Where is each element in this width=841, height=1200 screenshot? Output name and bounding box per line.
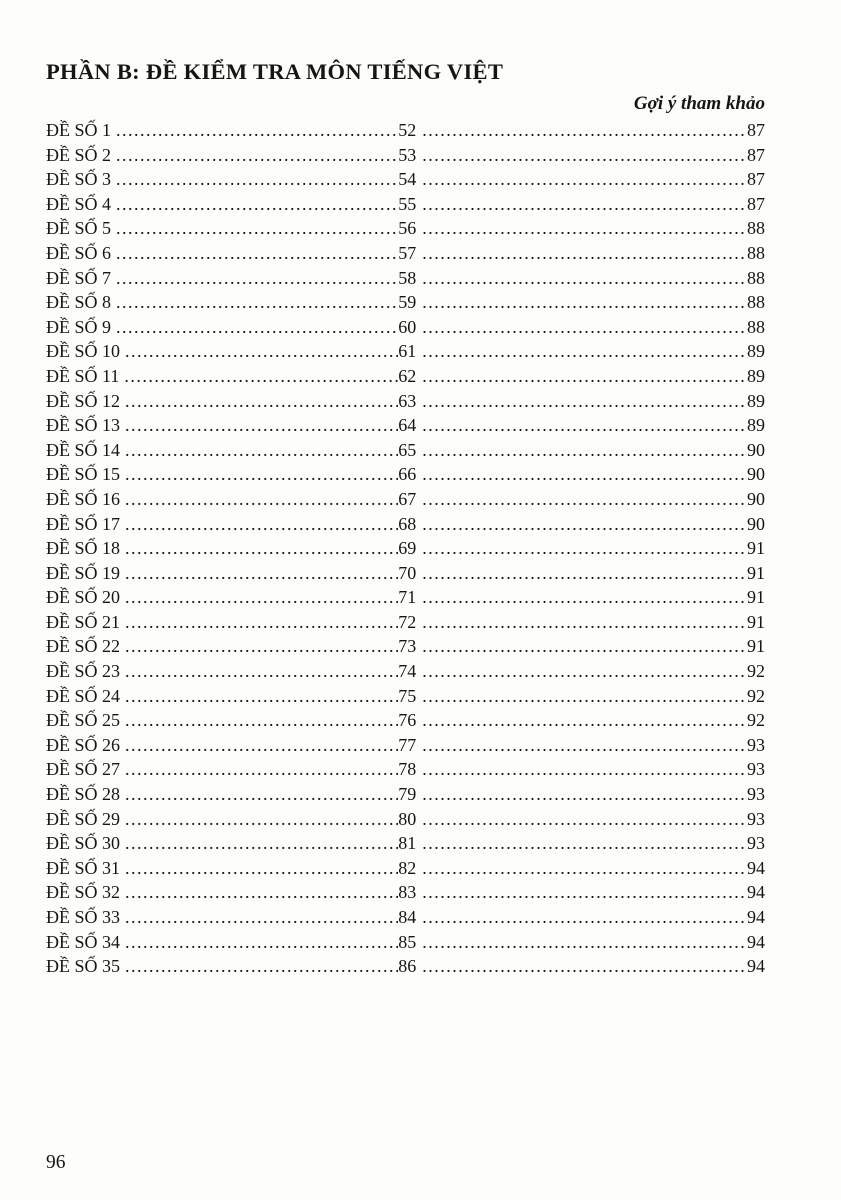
leader-dots [422,807,747,832]
toc-entry-page: 63 [398,390,417,411]
toc-entry-label: ĐỀ SỐ 27 [46,759,121,780]
toc-entry-ref-page: 94 [747,882,765,903]
leader-dots [422,512,747,537]
toc-row-left-segment [46,585,398,610]
toc-entry-ref-page: 88 [747,316,765,337]
toc-row [46,708,765,733]
toc-entry-label: ĐỀ SỐ 17 [46,513,121,534]
toc-row [46,339,765,364]
toc-entry-label: ĐỀ SỐ 6 [46,242,112,263]
toc-row [46,413,765,438]
toc-row [46,782,765,807]
leader-dots [125,389,398,414]
toc-entry-label: ĐỀ SỐ 2 [46,144,112,165]
toc-entry-label: ĐỀ SỐ 12 [46,390,121,411]
toc-entry-page: 79 [398,784,417,805]
toc-entry-page: 60 [398,316,417,337]
toc-entry-ref-page: 87 [747,169,765,190]
toc-row [46,512,765,537]
toc-entry-ref-page: 91 [747,611,765,632]
leader-dots [116,266,398,291]
toc-entry-ref-page: 93 [747,759,765,780]
leader-dots [422,954,747,979]
toc-entry-page: 65 [398,439,417,460]
toc-row [46,856,765,881]
toc-row [46,733,765,758]
leader-dots [125,339,398,364]
toc-entry-page: 66 [398,464,417,485]
toc-row-left-segment [46,733,398,758]
toc-entry-ref-page: 91 [747,636,765,657]
leader-dots [125,708,398,733]
leader-dots [422,438,747,463]
toc-row [46,831,765,856]
leader-dots [422,659,747,684]
leader-dots [116,315,398,340]
toc-row [46,241,765,266]
toc-row [46,536,765,561]
leader-dots [116,167,398,192]
toc-entry-page: 81 [398,833,417,854]
toc-entry-ref-page: 87 [747,144,765,165]
toc-entry-ref-page: 88 [747,267,765,288]
toc-entry-ref-page: 93 [747,734,765,755]
leader-dots [125,757,398,782]
toc-entry-label: ĐỀ SỐ 35 [46,956,121,977]
toc-entry-ref-page: 91 [747,562,765,583]
toc-entry-page: 83 [398,882,417,903]
toc-entry-label: ĐỀ SỐ 13 [46,415,121,436]
leader-dots [422,930,747,955]
leader-dots [422,413,747,438]
toc-row-left-segment [46,856,398,881]
toc-row-left-segment [46,831,398,856]
toc-entry-label: ĐỀ SỐ 20 [46,587,121,608]
toc-entry-ref-page: 89 [747,415,765,436]
toc-entry-label: ĐỀ SỐ 32 [46,882,121,903]
leader-dots [422,856,747,881]
toc-entry-ref-page: 93 [747,808,765,829]
leader-dots [422,364,747,389]
toc-row-left-segment [46,216,398,241]
toc-entry-label: ĐỀ SỐ 25 [46,710,121,731]
toc-entry-ref-page: 92 [747,661,765,682]
toc-entry-page: 84 [398,907,417,927]
leader-dots [125,954,398,979]
toc-entry-ref-page: 88 [747,218,765,239]
toc-entry-page: 82 [398,857,417,878]
leader-dots [125,610,398,635]
toc-entry-label: ĐỀ SỐ 7 [46,267,112,288]
leader-dots [125,733,398,758]
toc-row-left-segment [46,143,398,168]
toc-entry-label: ĐỀ SỐ 18 [46,538,121,559]
leader-dots [125,512,398,537]
toc-row [46,905,765,930]
toc-entry-page: 68 [398,513,417,534]
leader-dots [125,487,398,512]
toc-entry-page: 53 [398,144,417,165]
leader-dots [422,339,747,364]
toc-entry-ref-page: 92 [747,685,765,706]
leader-dots [125,634,398,659]
toc-entry-label: ĐỀ SỐ 11 [46,365,120,386]
leader-dots [124,364,398,389]
toc-row-left-segment [46,413,398,438]
toc-row [46,389,765,414]
toc-row [46,585,765,610]
leader-dots [422,757,747,782]
toc-entry-label: ĐỀ SỐ 21 [46,611,121,632]
toc-row [46,807,765,832]
leader-dots [422,167,747,192]
toc-entry-label: ĐỀ SỐ 28 [46,784,121,805]
toc-row-left-segment [46,487,398,512]
toc-row-left-segment [46,364,398,389]
toc-row-left-segment [46,954,398,979]
toc-row-left-segment [46,905,398,930]
toc-entry-ref-page: 91 [747,587,765,608]
toc-row-left-segment [46,757,398,782]
toc-entry-page: 70 [398,562,417,583]
leader-dots [116,118,398,143]
toc-row-left-segment [46,339,398,364]
toc-row-left-segment [46,610,398,635]
toc-row-left-segment [46,266,398,291]
toc-row-left-segment [46,290,398,315]
toc-entry-page: 67 [398,488,417,509]
toc-entry-label: ĐỀ SỐ 3 [46,169,112,190]
toc-row-left-segment [46,438,398,463]
toc-entry-page: 52 [398,120,417,140]
toc-row [46,954,765,979]
leader-dots [422,782,747,807]
toc-entry-ref-page: 94 [747,857,765,878]
leader-dots [422,880,747,905]
leader-dots [422,634,747,659]
toc-entry-ref-page: 89 [747,390,765,411]
toc-entry-label: ĐỀ SỐ 24 [46,685,121,706]
toc-row-left-segment [46,241,398,266]
toc-entry-ref-page: 88 [747,292,765,313]
toc-entry-label: ĐỀ SỐ 8 [46,292,112,313]
leader-dots [422,192,747,217]
toc-entry-page: 85 [398,931,417,952]
leader-dots [125,536,398,561]
leader-dots [422,118,747,143]
page-number-footer: 96 [46,1152,66,1173]
leader-dots [125,880,398,905]
leader-dots [125,684,398,709]
leader-dots [125,585,398,610]
toc-row [46,290,765,315]
toc-row [46,659,765,684]
leader-dots [422,266,747,291]
leader-dots [422,708,747,733]
toc-row-left-segment [46,462,398,487]
toc-entry-ref-page: 90 [747,488,765,509]
toc-entry-label: ĐỀ SỐ 26 [46,734,121,755]
toc-entry-label: ĐỀ SỐ 33 [46,907,121,927]
toc-row-left-segment [46,192,398,217]
toc-entry-page: 71 [398,587,417,608]
toc-entry-label: ĐỀ SỐ 5 [46,218,112,239]
toc-entry-ref-page: 87 [747,120,765,140]
toc-entry-page: 58 [398,267,417,288]
toc-entry-ref-page: 89 [747,365,765,386]
toc-row [46,930,765,955]
leader-dots [116,143,398,168]
leader-dots [422,462,747,487]
leader-dots [125,659,398,684]
toc-entry-page: 69 [398,538,417,559]
toc-entry-page: 75 [398,685,417,706]
leader-dots [422,487,747,512]
leader-dots [116,290,398,315]
leader-dots [116,192,398,217]
toc-entry-label: ĐỀ SỐ 15 [46,464,121,485]
leader-dots [125,438,398,463]
toc-entry-page: 56 [398,218,417,239]
toc-entry-page: 61 [398,341,417,362]
toc-row [46,561,765,586]
toc-entry-ref-page: 93 [747,833,765,854]
toc-entry-page: 72 [398,611,417,632]
toc-row [46,167,765,192]
toc-entry-ref-page: 94 [747,931,765,952]
toc-entry-page: 73 [398,636,417,657]
toc-row-left-segment [46,684,398,709]
toc-entry-ref-page: 93 [747,784,765,805]
toc-entry-label: ĐỀ SỐ 30 [46,833,121,854]
leader-dots [125,856,398,881]
toc-entry-page: 59 [398,292,417,313]
toc-entry-label: ĐỀ SỐ 10 [46,341,121,362]
toc-row-left-segment [46,930,398,955]
leader-dots [422,905,747,930]
leader-dots [125,930,398,955]
leader-dots [422,536,747,561]
toc-row [46,438,765,463]
toc-entry-ref-page: 87 [747,193,765,214]
toc-entry-label: ĐỀ SỐ 23 [46,661,121,682]
toc-row-left-segment [46,807,398,832]
toc-row [46,216,765,241]
toc-row-left-segment [46,880,398,905]
toc-row-left-segment [46,118,398,143]
leader-dots [125,831,398,856]
toc-entry-page: 86 [398,956,417,977]
leader-dots [422,684,747,709]
toc-row-left-segment [46,561,398,586]
toc-row-left-segment [46,708,398,733]
leader-dots [422,143,747,168]
toc-row-left-segment [46,782,398,807]
leader-dots [422,315,747,340]
toc-row-left-segment [46,389,398,414]
toc-row [46,634,765,659]
toc-row [46,757,765,782]
toc-list [46,118,765,979]
toc-row [46,118,765,143]
toc-entry-page: 54 [398,169,417,190]
leader-dots [116,216,398,241]
toc-row-left-segment [46,634,398,659]
leader-dots [422,585,747,610]
toc-entry-label: ĐỀ SỐ 9 [46,316,112,337]
toc-entry-label: ĐỀ SỐ 19 [46,562,121,583]
toc-entry-label: ĐỀ SỐ 34 [46,931,121,952]
toc-entry-page: 76 [398,710,417,731]
leader-dots [422,389,747,414]
leader-dots [422,241,747,266]
toc-entry-label: ĐỀ SỐ 4 [46,193,112,214]
leader-dots [125,462,398,487]
toc-row [46,364,765,389]
toc-entry-ref-page: 90 [747,439,765,460]
toc-entry-label: ĐỀ SỐ 31 [46,857,121,878]
toc-entry-ref-page: 94 [747,956,765,977]
toc-entry-label: ĐỀ SỐ 29 [46,808,121,829]
toc-entry-page: 80 [398,808,417,829]
toc-row [46,880,765,905]
toc-row [46,684,765,709]
toc-row [46,487,765,512]
toc-row-left-segment [46,167,398,192]
leader-dots [125,807,398,832]
leader-dots [116,241,398,266]
toc-entry-ref-page: 91 [747,538,765,559]
leader-dots [422,216,747,241]
toc-row-left-segment [46,659,398,684]
toc-row [46,143,765,168]
leader-dots [125,782,398,807]
leader-dots [422,831,747,856]
reference-column-note: Gợi ý tham khảo [633,93,765,114]
leader-dots [125,561,398,586]
leader-dots [422,290,747,315]
toc-entry-label: ĐỀ SỐ 14 [46,439,121,460]
toc-entry-page: 77 [398,734,417,755]
leader-dots [422,561,747,586]
leader-dots [422,733,747,758]
toc-entry-page: 55 [398,193,417,214]
toc-entry-label: ĐỀ SỐ 1 [46,120,112,140]
toc-row [46,315,765,340]
toc-row [46,266,765,291]
toc-entry-page: 64 [398,415,417,436]
toc-entry-page: 62 [398,365,417,386]
toc-entry-ref-page: 92 [747,710,765,731]
toc-row [46,462,765,487]
toc-entry-page: 74 [398,661,417,682]
toc-entry-ref-page: 90 [747,513,765,534]
toc-entry-page: 78 [398,759,417,780]
toc-entry-ref-page: 89 [747,341,765,362]
toc-entry-ref-page: 94 [747,907,765,927]
leader-dots [125,413,398,438]
toc-entry-label: ĐỀ SỐ 22 [46,636,121,657]
toc-entry-page: 57 [398,242,417,263]
toc-row [46,610,765,635]
toc-row [46,192,765,217]
leader-dots [125,905,398,930]
toc-row-left-segment [46,536,398,561]
toc-entry-ref-page: 90 [747,464,765,485]
toc-entry-label: ĐỀ SỐ 16 [46,488,121,509]
leader-dots [422,610,747,635]
section-heading: PHẦN B: ĐỀ KIỂM TRA MÔN TIẾNG VIỆT [46,59,504,84]
toc-row-left-segment [46,512,398,537]
toc-entry-ref-page: 88 [747,242,765,263]
toc-row-left-segment [46,315,398,340]
